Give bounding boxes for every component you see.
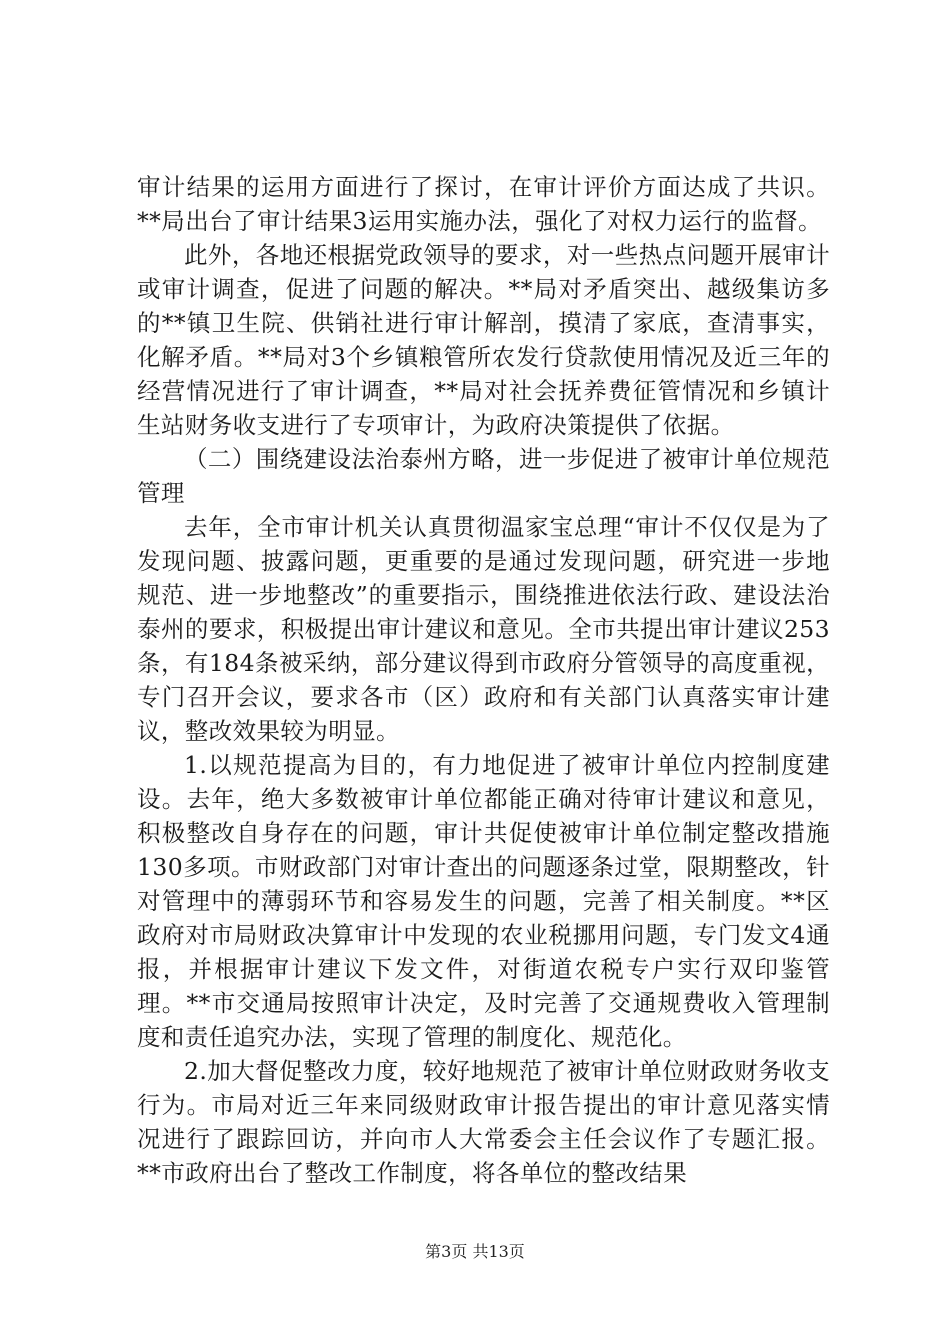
- page-footer: 第3页 共13页: [425, 1242, 525, 1261]
- paragraph-hotspot-audits: 此外，各地还根据党政领导的要求，对一些热点问题开展审计或审计调查，促进了问题的解决。**局对矛盾突出、越级集访多的**镇卫生院、供销社进行审计解剖，摸清了家底，查清事实，化解矛盾。**局对3个乡镇粮管所农发行贷款使用情况及近三年的经营情况进行了审计调查，**局对社会抚养费征管情况和乡镇计生站财务收支进行了专项审计，为政府决策提供了依据。: [137, 241, 830, 439]
- paragraph-audit-suggestions: 去年，全市审计机关认真贯彻温家宝总理“审计不仅仅是为了发现问题、披露问题，更重要的是通过发现问题，研究进一步地规范、进一步地整改”的重要指示，围绕推进依法行政、建设法治泰州的要求，积极提出审计建议和意见。全市共提出审计建议253条，有184条被采纳，部分建议得到市政府分管领导的高度重视，专门召开会议，要求各市（区）政府和有关部门认真落实审计建议，整改效果较为明显。: [137, 513, 830, 745]
- document-body: [137, 170, 830, 1190]
- paragraph-item-2: 2.加大督促整改力度，较好地规范了被审计单位财政财务收支行为。市局对近三年来同级财政审计报告提出的审计意见落实情况进行了跟踪回访，并向市人大常委会主任会议作了专题汇报。**市政府出台了整改工作制度，将各单位的整改结果: [137, 1057, 830, 1187]
- paragraph-item-1: 1.以规范提高为目的，有力地促进了被审计单位内控制度建设。去年，绝大多数被审计单位都能正确对待审计建议和意见，积极整改自身存在的问题，审计共促使被审计单位制定整改措施130多项。市财政部门对审计查出的问题逐条过堂，限期整改，针对管理中的薄弱环节和容易发生的问题，完善了相关制度。**区政府对市局财政决算审计中发现的农业税挪用问题，专门发文4通报，并根据审计建议下发文件，对街道农税专户实行双印鉴管理。**市交通局按照审计决定，及时完善了交通规费收入管理制度和责任追究办法，实现了管理的制度化、规范化。: [137, 751, 830, 1051]
- paragraph-continuation: 审计结果的运用方面进行了探讨，在审计评价方面达成了共识。**局出台了审计结果3运用实施办法，强化了对权力运行的监督。: [137, 173, 830, 235]
- section-heading-2: （二）围绕建设法治泰州方略，进一步促进了被审计单位规范管理: [137, 445, 830, 507]
